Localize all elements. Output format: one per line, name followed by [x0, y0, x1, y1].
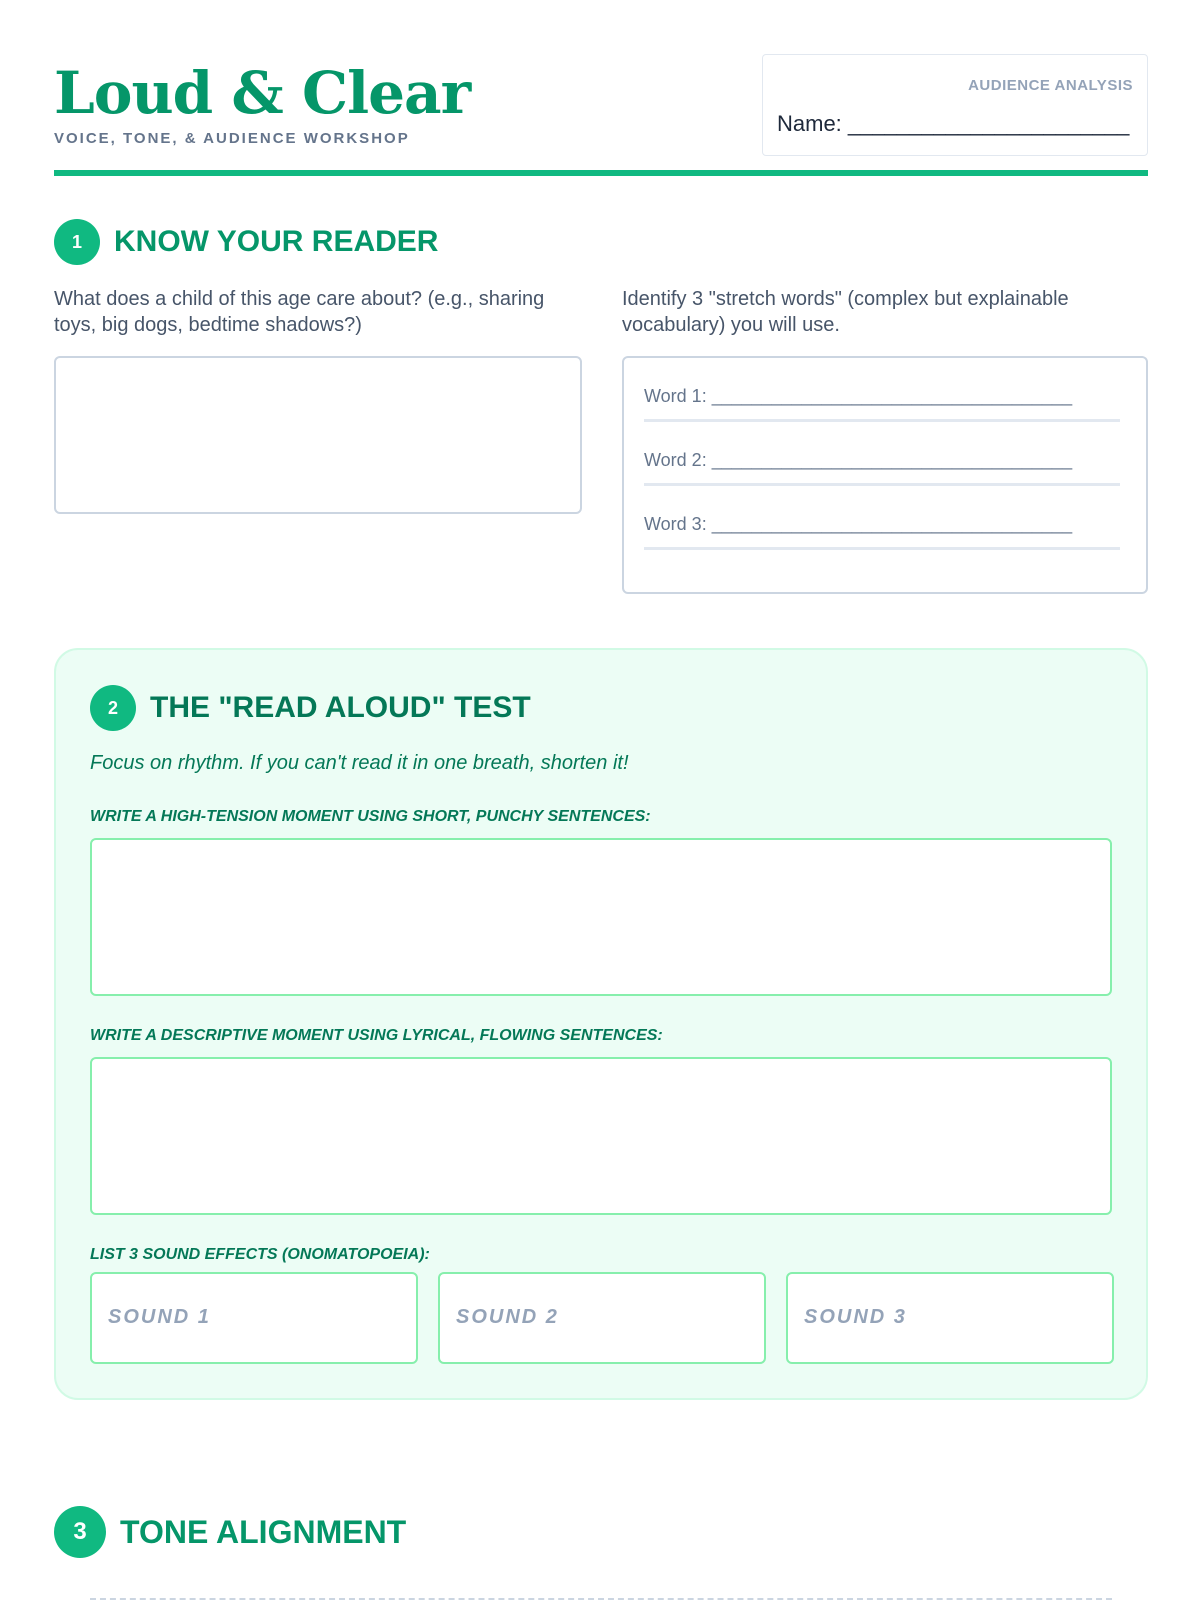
stretch-word-3-field[interactable]: Word 3: ____________________________________ [644, 514, 1120, 550]
stretch-words-box [622, 356, 1148, 594]
section-2-heading [90, 685, 531, 731]
section-3-heading [54, 1506, 406, 1558]
section-2-title: THE "READ ALOUD" TEST [150, 691, 531, 724]
sound-3-field[interactable] [786, 1272, 1114, 1364]
section-1-heading [54, 219, 438, 265]
sound-1-field[interactable] [90, 1272, 418, 1364]
name-field[interactable]: Name: _______________________ [777, 111, 1130, 136]
stretch-word-1-field[interactable]: Word 1: ____________________________________ [644, 386, 1120, 422]
sound-2-field[interactable] [438, 1272, 766, 1364]
rhythm-tip: Focus on rhythm. If you can't read it in one breath, shorten it! [90, 752, 629, 774]
reader-care-prompt: What does a child of this age care about? (e.g., sharing toys, big dogs, bedtime shadows?) [54, 288, 545, 336]
header-divider [54, 170, 1148, 176]
tension-label: WRITE A HIGH-TENSION MOMENT USING SHORT, PUNCHY SENTENCES: [90, 808, 651, 825]
worksheet-title: Loud & Clear [54, 59, 471, 127]
descriptive-answer-box[interactable] [90, 1057, 1112, 1215]
stretch-word-2-field[interactable]: Word 2: ____________________________________ [644, 450, 1120, 486]
section-3-badge: 3 [54, 1506, 106, 1558]
sound-1-placeholder: SOUND 1 [108, 1306, 211, 1328]
name-box [762, 54, 1148, 156]
sound-3-placeholder: SOUND 3 [804, 1306, 907, 1328]
stretch-words-prompt: Identify 3 "stretch words" (complex but explainable vocabulary) you will use. [622, 288, 1069, 336]
worksheet-subtitle: VOICE, TONE, & AUDIENCE WORKSHOP [54, 130, 410, 147]
descriptive-label: WRITE A DESCRIPTIVE MOMENT USING LYRICAL, FLOWING SENTENCES: [90, 1027, 663, 1044]
read-aloud-panel [54, 648, 1148, 1400]
worksheet-header [54, 54, 1148, 178]
section-2-badge: 2 [90, 685, 136, 731]
sound-effects-label: LIST 3 SOUND EFFECTS (ONOMATOPOEIA): [90, 1246, 430, 1263]
section-3-title: TONE ALIGNMENT [120, 1513, 407, 1550]
reader-care-answer-box[interactable] [54, 356, 582, 514]
section-1-title: KNOW YOUR READER [114, 225, 439, 258]
tension-answer-box[interactable] [90, 838, 1112, 996]
section-1-badge: 1 [54, 219, 100, 265]
sound-2-placeholder: SOUND 2 [456, 1306, 559, 1328]
audience-analysis-tag: AUDIENCE ANALYSIS [968, 77, 1133, 94]
